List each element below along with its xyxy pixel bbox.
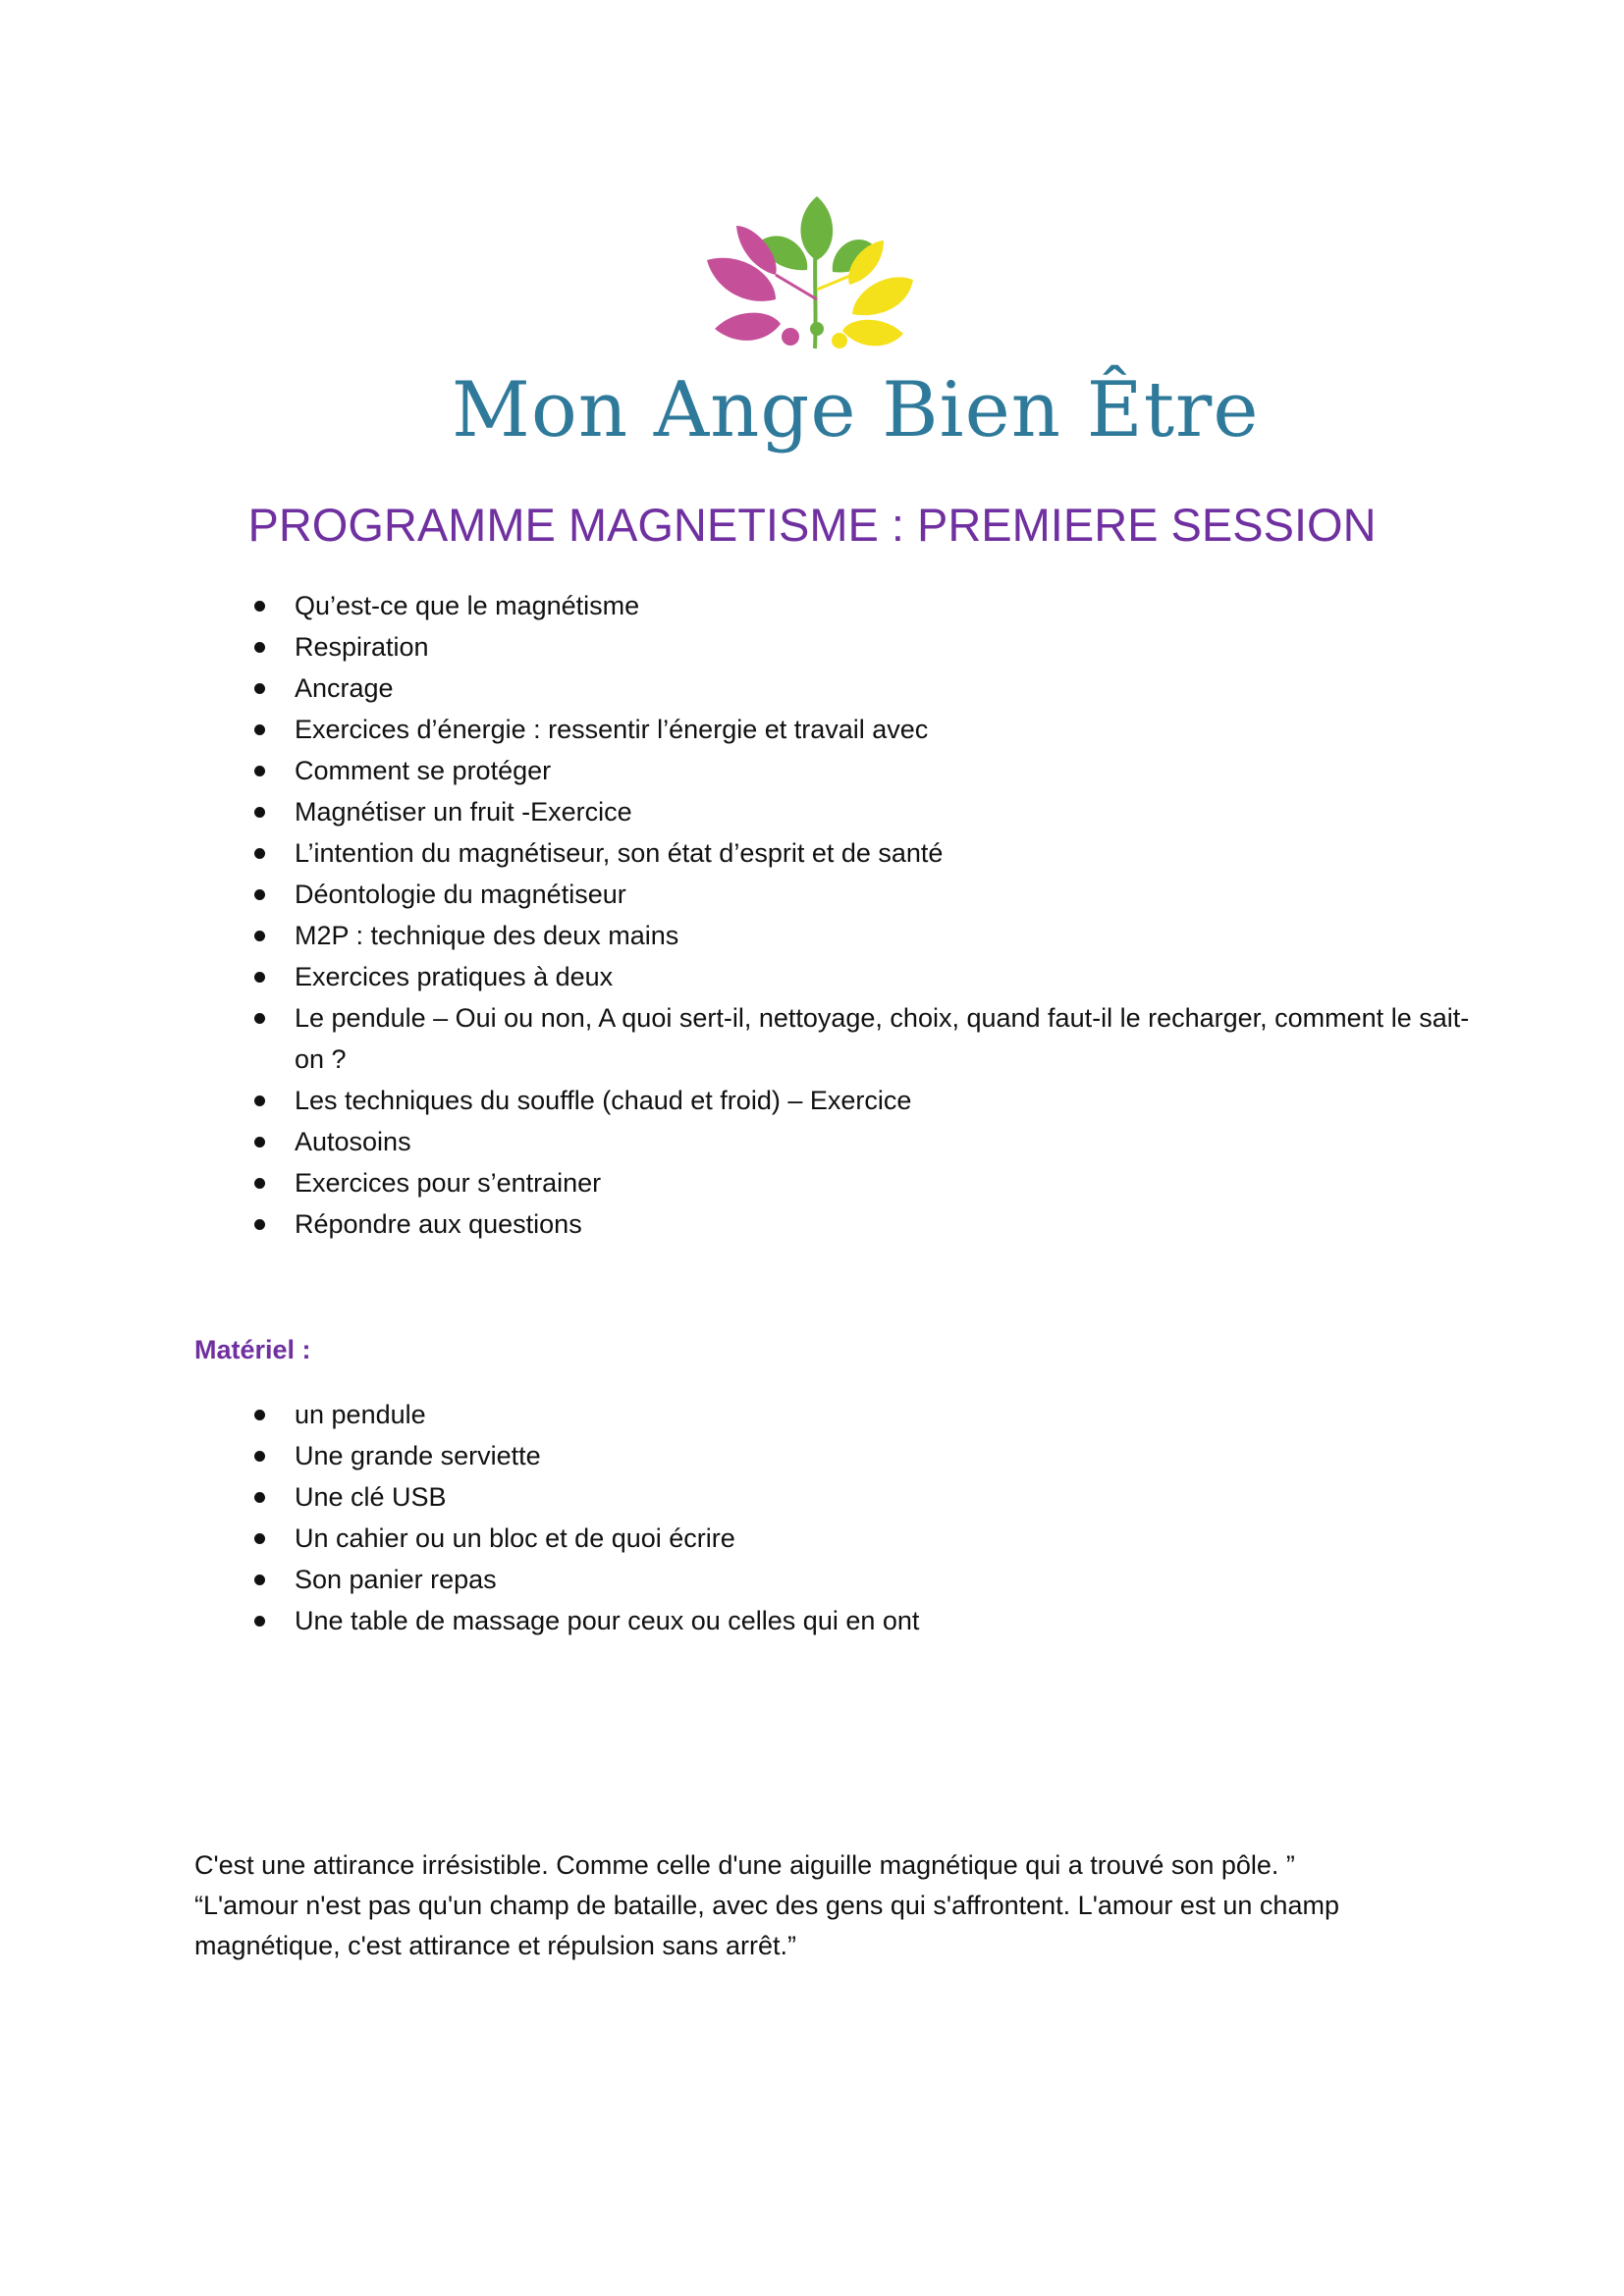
brand-logo: [452, 182, 1260, 466]
page-title: PROGRAMME MAGNETISME : PREMIERE SESSION: [247, 499, 1377, 551]
list-item: Ancrage: [196, 667, 1473, 709]
leaf-tree-icon: [452, 182, 1198, 378]
list-item: Magnétiser un fruit -Exercice: [196, 791, 1473, 832]
list-item: Une table de massage pour ceux ou celles qui en ont: [196, 1600, 1473, 1641]
bullet-icon: [254, 1410, 265, 1420]
bullet-icon: [254, 1616, 265, 1627]
list-item: Une clé USB: [196, 1476, 1473, 1518]
list-item: Respiration: [196, 626, 1473, 667]
bullet-icon: [254, 683, 265, 694]
magenta-leaf-3: [715, 313, 781, 341]
quote-block: [194, 1845, 1441, 1966]
list-item: Qu’est-ce que le magnétisme: [196, 585, 1473, 626]
bullet-icon: [254, 931, 265, 941]
brand-wordmark: Mon Ange Bien Être: [452, 366, 1260, 454]
list-item: Les techniques du souffle (chaud et froid) – Exercice: [196, 1080, 1473, 1121]
green-leaf-top: [800, 196, 833, 260]
bullet-icon: [254, 601, 265, 612]
bullet-icon: [254, 1178, 265, 1189]
list-item: Un cahier ou un bloc et de quoi écrire: [196, 1518, 1473, 1559]
yellow-leaf-1: [852, 277, 913, 315]
list-item: Exercices d’énergie : ressentir l’énergie et travail avec: [196, 709, 1473, 750]
bullet-icon: [254, 848, 265, 859]
bullet-icon: [254, 642, 265, 653]
list-item: Comment se protéger: [196, 750, 1473, 791]
program-list: [196, 585, 1473, 1245]
quote-line-1: C'est une attirance irrésistible. Comme celle d'une aiguille magnétique qui a trouvé son pôle. ”: [194, 1850, 1295, 1880]
bullet-icon: [254, 1492, 265, 1503]
list-item: M2P : technique des deux mains: [196, 915, 1473, 956]
list-item: Exercices pour s’entrainer: [196, 1162, 1473, 1203]
list-item: Répondre aux questions: [196, 1203, 1473, 1245]
bullet-icon: [254, 1575, 265, 1585]
material-list: [196, 1394, 1473, 1641]
list-item: L’intention du magnétiseur, son état d’esprit et de santé: [196, 832, 1473, 874]
bullet-icon: [254, 972, 265, 983]
bullet-icon: [254, 1533, 265, 1544]
bullet-icon: [254, 807, 265, 818]
list-item: Déontologie du magnétiseur: [196, 874, 1473, 915]
bullet-icon: [254, 1137, 265, 1148]
material-heading: Matériel :: [194, 1335, 311, 1364]
list-item: un pendule: [196, 1394, 1473, 1435]
list-item: Le pendule – Oui ou non, A quoi sert-il, nettoyage, choix, quand faut-il le recharger, comment le sait-on ?: [196, 997, 1473, 1080]
list-item: Une grande serviette: [196, 1435, 1473, 1476]
bullet-icon: [254, 1013, 265, 1024]
bullet-icon: [254, 889, 265, 900]
bullet-icon: [254, 1219, 265, 1230]
list-item: Exercices pratiques à deux: [196, 956, 1473, 997]
quote-line-2: “L'amour n'est pas qu'un champ de bataille, avec des gens qui s'affrontent. L'amour est un champ magnétique, c'est attirance et répulsion sans arrêt.”: [194, 1891, 1339, 1960]
yellow-leaf-3: [842, 320, 903, 347]
bullet-icon: [254, 766, 265, 776]
bullet-icon: [254, 1095, 265, 1106]
list-item: Autosoins: [196, 1121, 1473, 1162]
bullet-icon: [254, 724, 265, 735]
list-item: Son panier repas: [196, 1559, 1473, 1600]
bullet-icon: [254, 1451, 265, 1462]
